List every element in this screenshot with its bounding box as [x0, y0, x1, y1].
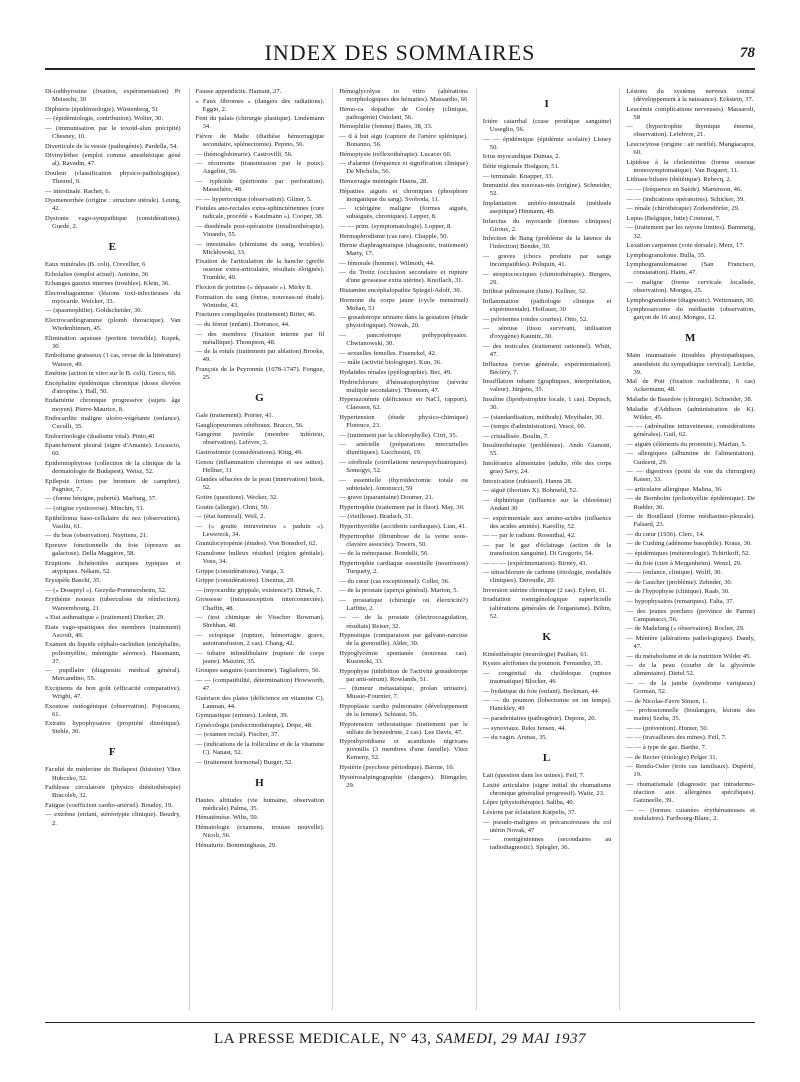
index-entry: — ectopique (rupture, hémorragie grave, autotransfusion, 2 cas). Chang, 42. — [195, 631, 325, 647]
index-entry: Diverticule de la vessie (pathogénie). Pardella, 54. — [45, 142, 179, 150]
index-entry: Hématologie (examens, trousse nouvelle). Nicoli, 56. — [195, 824, 325, 840]
index-entry: Epanchement pleural (signe d'Amante). Locascio, 60. — [45, 442, 181, 458]
index-entry: — grave (quarantaine) Doumer, 21. — [339, 494, 434, 502]
index-entry: Formation du sang (fœtus, nouveau-né étude). Wintrobe, 43. — [195, 293, 325, 309]
index-entry: Fent du palais (chirurgie plastique). Lindemann 34. — [195, 115, 325, 131]
index-entry: — (hypertrophie thymique énorme, observation). Lefebvre, 21. — [626, 123, 755, 139]
index-entry: Intolérance alimentaire (adulte, rôle des corps gras) Savy, 24. — [482, 460, 612, 476]
section-letter-heading: F — [108, 746, 117, 759]
index-entry: Lésions du système nerveux central (développement à la naissance). Eckstein, 37. — [626, 88, 755, 104]
index-entry: Guérison des plaies (déficience en vitamine C). Lanman, 44. — [195, 694, 325, 710]
index-entry: — gonadotrope urinaire dans la gestation (étude physiologique). Nowak, 20. — [339, 314, 468, 330]
index-entry: Intoxication (rubiazol). Hanns 28. — [482, 477, 573, 485]
index-entry: Hautes altitudes (vie humaine, observation médicale) Palma, 35. — [195, 796, 325, 812]
index-entry: — professionnelle (boulangers, lésions des mains) Szeba, 35. — [626, 707, 755, 723]
index-entry: Eruptions lichénoïdes auriques typiques et atypiques. Nékam, 52. — [45, 559, 181, 575]
footer-issue: N° 43, — [389, 1030, 432, 1047]
index-entry: — expérimentale aux amino-acides (influence des acides aminés). Karolliy, 52. — [482, 514, 612, 530]
index-entry: Emétine (action in vitro sur le B. coli). Greco, 66. — [45, 370, 177, 378]
index-entry: — graves (chocs produits par sangs incompatibles). Poliquin, 41. — [482, 252, 612, 268]
index-entry: Leucémie complications nerveuses). Massaroli, 58 — [626, 105, 755, 121]
page-footer — [45, 1022, 755, 1051]
index-entry: — intestinales (chimisme du sang, troubles). Mickłowski, 33. — [195, 240, 325, 256]
index-entry: — cérébrale (corrélations neuropsychiatriques). Somogyi, 52. — [339, 458, 468, 474]
index-entry: — roentgéniennes (secondaires au radiodiagnostic). Spiegler, 36. — [482, 836, 612, 852]
index-entry: — de la ménopause. Rondelli, 56. — [339, 550, 429, 558]
index-entry: — (temps d'administration). Vescé, 60. — [482, 423, 586, 431]
index-entry: — de Bouillaud (forme médiastino-pleurale). Falsard, 23. — [626, 513, 755, 529]
index-entry: — (épidémiologie, contribution). Wolter, 30. — [45, 115, 164, 123]
index-entry: Divinyléther (emploi comme anesthésique géné al). Ravadin, 47. — [45, 152, 181, 168]
index-entry: Infarctus du myocarde (formes cliniques) Giroux, 2. — [482, 217, 612, 233]
index-entry: Dystonie vago-sympathique (considérations). Guedé, 2. — [45, 214, 181, 230]
index-entry: Gynécologie (endocrinothérapie). Dripz, 48. — [195, 721, 313, 729]
index-entry: — d à but aigu (capture de l'artère splénique). Bonanno, 56. — [339, 132, 468, 149]
index-entry: Iléite régionale Hodgson, 51. — [482, 162, 560, 170]
index-entry: Epidermophytose (collection de la clinique de la dermatologie de Budapest). Weisz, 52. — [45, 460, 181, 476]
index-entry: — pelviennes (ondes courtes). Otto, 52. — [482, 315, 588, 323]
index-entry: Mal de Pott (fixation rachidienne, 6 cas) Ackermann, 48. — [626, 378, 755, 394]
index-entry: — — (compatibilité, détermination) Howworth, 47. — [195, 676, 325, 692]
index-entry: — (spasmophilie). Goldscheider, 30. — [45, 307, 143, 315]
index-entry: — séreuse (tissu survivant, utilisation d'oxygène) Kaunitz, 30. — [482, 325, 612, 341]
index-column-4 — [476, 88, 612, 1010]
index-entry: Goutte (allergie). Chini, 59. — [195, 503, 269, 511]
index-entry: — — digestives (point de vue du chirurgien) Kaiser, 33. — [626, 468, 755, 484]
index-entry: Electrocardiogramme (plomb thoracique). Van Wiedenbinnen, 45. — [45, 317, 181, 333]
index-entry: Hydrochlorure d'hématoporphyrine (névrite multiple secondaire). Thomsen, 47. — [339, 378, 468, 394]
index-entry: Elimination aqueuse (portion invisible). Kopek, 30. — [45, 334, 181, 350]
index-entry: — prostatique (chirurgie ou électricité?) Laffitte, 2. — [339, 596, 468, 612]
index-entry: — diphtérique (influence sur la chlorémie) Andani 30 — [482, 496, 612, 513]
index-entry: Hypophyse (inhibition de l'activité gonadotrope par anti-sérum). Rowlands, 51. — [339, 667, 468, 683]
index-entry: — — (prévention). Hunter, 50. — [626, 724, 709, 732]
index-entry: — des membres (fixation interne par fil métallique). Thompson, 48. — [195, 330, 325, 346]
index-entry: — tubaire infundibulaire (rupture de corps jaune). Mazzini, 35. — [195, 649, 325, 665]
index-entry: Infiltrat pulmonaire (lutte). Kellner, 32. — [482, 288, 587, 296]
index-entry: — — de la prostate (électrocoagulation, résultats) Reiser, 32. — [339, 614, 468, 630]
index-entry: — (hémoglobinurie). Castrovilli, 56. — [195, 150, 293, 158]
index-entry: — synoviaux. Reku Jensen, 44. — [482, 724, 567, 732]
index-entry: — récurrente (transmission par le poux). Angelini, 56. — [195, 160, 325, 176]
index-entry: Grippe (considérations). Varga, 3. — [195, 567, 285, 575]
index-entry: — de Recter (étiologie) Pelger 31. — [626, 753, 718, 761]
index-entry: Diphtérie (épidémiologie). Wüstenberg, 51 — [45, 105, 159, 113]
index-entry: Hernie diaphragmatique (diagnostic, traitement) Marty, 17. — [339, 242, 468, 258]
index-entry: — hypophysaires (remarques). Falta, 37. — [626, 597, 735, 605]
index-entry: Hypoglycémie spontanée (nouveau cas). Kusonoki, 33. — [339, 649, 468, 665]
page-number: 78 — [740, 45, 755, 61]
section-letter-heading: L — [542, 752, 552, 765]
index-entry: — du foie (cure à Mergenheim). Wenzl, 29. — [626, 559, 742, 567]
index-entry: Lymphogranulome. Bulla, 35. — [626, 251, 706, 259]
section-letter-heading: M — [685, 332, 697, 345]
index-entry: — du cœur (1936). Clerc, 14. — [626, 530, 705, 538]
index-entry: — de l'hypophyse (clinique). Raab, 30. — [626, 588, 730, 596]
index-entry: — — (fréquence en Suède). Martenson, 46. — [626, 186, 742, 194]
section-letter-heading: K — [542, 630, 552, 643]
index-entry: — (test chimique de Visscher Bowman). Shehhan, 48. — [195, 614, 325, 630]
index-entry: Examen du liquide céphalo-rachidien (encéphalite, poliomyélite, méningite aérence). Hassmann, 37. — [45, 641, 181, 665]
index-entry: — — — (expérimentation). Birney, 43. — [482, 559, 588, 567]
index-entry: Hématurie. Bomminghaus, 29. — [195, 841, 277, 849]
index-entry: — du bras (observation). Nuyttens, 21. — [45, 532, 148, 540]
index-entry: — ictérigène maligne (formes aiguës, subaiguës, chroniques). Lepper, 8. — [339, 205, 468, 221]
index-entry: Ictus myocardique Dumas, 2. — [482, 153, 561, 161]
index-entry: Infection de Bang (problème de la latence de l'infection) Bender, 30. — [482, 235, 612, 251]
index-entry: Kinésithérapie (neurologie) Paulian, 61. — [482, 650, 589, 658]
index-entry: — des testicules (traitement rationnel). Whitt, 47. — [482, 342, 612, 358]
index-entry: — — à type de gaz. Barthe, 7. — [626, 743, 707, 751]
index-entry: Hystérie (psychose périodique). Barrue, 10. — [339, 764, 455, 772]
index-entry: — de Cushing (adénome basophile). Kraus, 30. — [626, 540, 752, 548]
index-entry: — pupillaire (diagnostic médical général). Mercandino, 55. — [45, 667, 181, 683]
index-entry: Hémoglycolyse in vitro (altérations morphologiques des hématies). Massardio, 66 — [339, 88, 468, 104]
index-entry: Faiblesse circulatoire (physico diététothérapie) Bracoleb, 32. — [45, 784, 181, 800]
index-entry: Maladie d'Addison (administration de K). Wilder, 45. — [626, 405, 755, 421]
index-entry: — d'alarme (fréquence et signification clinique) De Michelis, 56. — [339, 160, 468, 176]
index-entry: Gale (traitement). Poirier, 41. — [195, 412, 274, 420]
index-entry: — — (formes cutanées érythémateuses et nodulaires). Faribourg-Blanc, 2. — [626, 806, 755, 822]
index-entry: Douleur (classification physico-pathologique). Theurel, 9. — [45, 169, 181, 185]
index-entry: François de la Peyronnie (1678-1747). Fongue, 25. — [195, 365, 325, 381]
index-entry: — typhoïde (péritonite par perforation). Masselière, 48. — [195, 177, 325, 194]
index-entry: Eaux minérales (B. coli). Crevellier, 6 — [45, 261, 146, 268]
index-entry: — artérielle (préparations mercurielles diurétiques). Lucchesini, 19. — [339, 441, 468, 457]
index-entry: Ictère catarrhal (crase protéique sanguine) Usseglio, 56. — [482, 118, 612, 134]
index-entry: — paradentaires (pathogénie). Depons, 20. — [482, 714, 597, 722]
section-letter-heading: H — [255, 776, 265, 789]
index-entry: — du cœur (cas exceptionnel). Collet, 36. — [339, 577, 450, 585]
index-entry: — allergiques (albumine de l'alimentation). Gudzent, 29. — [626, 450, 755, 466]
index-entry: Fausse appendicite. Hamant, 27. — [195, 88, 282, 95]
footer-date: SAMEDI, 29 MAI 1937 — [435, 1030, 586, 1047]
index-entry: Fistules ano-rectales extra-sphinctériennes (cure radicale, procédé « Kaufmann »). Cooper, 38. — [195, 205, 325, 221]
index-entry: Inflammation (pathologie clinique et expérimentale). Hoffauer, 30 — [482, 297, 612, 313]
index-entry: Hématémèse. Wilts, 50. — [195, 814, 259, 822]
index-entry: — (examen rectal). Fischer, 37. — [195, 731, 280, 739]
index-entry: Genou (inflammation chronique et ses suites). Hellner, 31 — [195, 458, 325, 474]
index-entry: Hépatites aiguës et chroniques (phosphore inorganique du sang). Svoboda, 11. — [339, 187, 468, 203]
index-entry: Hémorragie méningée Hanns, 28. — [339, 177, 428, 185]
index-entry: — rénale (chirothérapie) Zorkendörfer, 29. — [626, 205, 740, 213]
index-entry: — de la rotule (traitement par ablation) Brooke, 49. — [195, 348, 325, 364]
index-entry: — Ménière (altérations pathologiques). Dandy, 47. — [626, 634, 755, 650]
index-entry: Hermaphrodisme (cas rare). Chapple, 50. — [339, 232, 449, 240]
index-entry: Echanges gazeux internes (troubles). Klein, 36. — [45, 280, 170, 288]
index-entry: Hyperazotémie (déficience en NaCl, rapport). Claessen, 62. — [339, 396, 468, 412]
index-entry: Fractures compliquées (traitement) Ritter, 46. — [195, 311, 316, 319]
index-entry: Fixation de l'articulation de la hanche (greffe osseuse extra-articulaire, résultats éloignés). Trumble, 49. — [195, 258, 325, 282]
index-entry: Laxité articulaire (signe initial du rhumatisme chronique généralisé progressif). Waitz, 23. — [482, 781, 612, 797]
index-entry: — tétrachlorure de carbone (étiologie, modalités cliniques). Deroudle, 20. — [482, 569, 612, 585]
index-entry: — des jeunes porchers (province de Parme) Campanacci, 56. — [626, 607, 755, 623]
index-entry: — articulaire allergique. Malina, 36. — [626, 485, 723, 493]
index-entry: — (tumeur métastatique, prolan urinaire). Mussio-Fournier, 7. — [339, 685, 468, 701]
index-entry: Insufflation tubaire (graphiques, interprétation, valeur). Jürgens, 35. — [482, 378, 612, 394]
index-entry: — de la prostate (aperçu général). Marion, 5. — [339, 587, 459, 595]
index-entry: Hémo-ca dopathie de Cooley (clinique, pathogénie) Ostolani, 56. — [339, 105, 468, 121]
index-entry: Erysipèle Baschi, 35. — [45, 577, 102, 585]
index-entry: — (forme bénigne, puberté). Marburg, 37. — [45, 495, 157, 503]
index-entry: « Faux fibromes » (dangers des radiations). Eggin, 2. — [195, 97, 325, 113]
index-entry: Hyperthyroïdie (accidents cardiaques). Lian, 41. — [339, 523, 467, 530]
index-entry: — (traitement hormonal) Burger, 52. — [195, 758, 293, 766]
index-entry: Implantation urétéro-intestinale (méthode aseptique) Hinmann, 48. — [482, 199, 612, 215]
section-letter-heading: I — [544, 98, 550, 110]
index-columns — [45, 88, 755, 1010]
index-entry: — de Madelung (« observation). Rocher, 29. — [626, 625, 745, 633]
index-entry: — essentielle (thyroïdectomie totale ou subtotale). Antonucci, 59 — [339, 476, 468, 492]
index-entry: — (vieillesse). Bradsch, 31. — [339, 513, 413, 521]
index-entry: Irradiation roentgénologique superficielle (altérations générales de l'organisme). Böhm, 52. — [482, 596, 612, 620]
index-column-5 — [619, 88, 755, 1010]
index-entry: Inversion utérine chronique (2 cas). Eyleer, 61. — [482, 586, 607, 594]
index-entry: — pseudo-malignes et précancéreuses du col utérin Novak, 47 — [482, 818, 612, 834]
index-entry: Faculté de médecine de Budapest (histoire) Vitez Hubczko, 52. — [45, 766, 181, 782]
index-entry: — de Bornholm (poliomyélite épidémique). De Rudder, 30. — [626, 495, 755, 511]
index-entry: — du Treitz (occlusion secondaire et rupture d'une grossesse extra utérine). Knoflach, 31. — [339, 269, 468, 285]
index-entry: Lithiase biliaire (diététique). Rebecq, 2. — [626, 176, 732, 184]
index-entry: Hypoplasie cardio pulmonaire (développement de la femme). Schiassi, 56. — [339, 702, 468, 718]
index-entry: — mâle (activité biologique). Kun, 36. — [339, 359, 442, 367]
index-entry: Hémoptysie (réflexothérapie). Lucacer 60. — [339, 150, 452, 158]
index-entry: Granulome hulleux résiduel (région génitale). Vosu, 34. — [195, 550, 325, 566]
page-header — [45, 38, 755, 70]
index-entry: — terminale. Knapper, 33. — [482, 172, 554, 180]
index-entry: Hystérosalpingographie (dangers). Bömgeler, 29. — [339, 773, 468, 789]
index-entry: — de Nicolas-Favre Simon, 1. — [626, 697, 707, 705]
index-entry: — duodénale post-opératoire (insulinothérapie). Vinando, 55. — [195, 222, 325, 238]
index-entry: — streptococciques (chimiothérapie). Burgers, 29. — [482, 270, 612, 286]
index-entry: Erythème noueux (tuberculose de réinfection). Wareembourg, 21. — [45, 596, 181, 612]
index-entry: — du métabolisme et de la nutrition Wilder 45. — [626, 652, 752, 660]
index-entry: Electrodiagramme (lésions toxi-infectieuses du myocarde. Weicker, 33. — [45, 289, 181, 305]
index-entry: — (traitement par la chlorophylle). Cirri, 35. — [339, 431, 458, 439]
index-entry: Granulocytopénie (études). Von Bonsdorf, 62. — [195, 540, 318, 548]
index-entry: Gastrostomie (considérations). King, 49. — [195, 448, 303, 456]
index-entry: — — de la jambe (syndrome variqueux) Gorman, 52. — [626, 679, 755, 695]
index-entry: Glandes sébacées de la peau (innervation) Istok, 52. — [195, 476, 325, 492]
index-entry: Histamine encéphalopathie Spiegel-Adolf, 30. — [339, 287, 462, 295]
index-entry: Hypothyroïdisme et acanthosis nigricans juvenilis (3 membres d'une famille). Vitez Kemeny, 52. — [339, 738, 468, 762]
index-entry: Endocardite maligne ulcéro-végétante (enfance). Cuculli, 35. — [45, 415, 181, 431]
index-entry: Endocrinologie (dualisme vital). Pinto,40 — [45, 432, 155, 440]
index-entry: — — (travailleurs des mines). Feil, 7. — [626, 734, 727, 742]
index-entry: Goitre (questions). Wecker, 32. — [195, 493, 278, 501]
index-entry: Immunité des nouveau-nés (origine). Schneider, 52. — [482, 182, 612, 198]
index-entry: Grippe (considérations). Unenius, 29. — [195, 577, 295, 585]
index-entry: — extrême (enfant, stéréotypie clinique). Boudry, 2. — [45, 811, 181, 827]
index-entry: — — (adrénaline intraveineuse, considérations générales). Guil, 62. — [626, 423, 755, 439]
index-entry: Hormone du corps jaune (cycle menstruel) Mohan, 51 — [339, 296, 468, 312]
index-entry: Di-iodthyrosine (fixation, expérimentation) Pr Meisecht, 30 — [45, 88, 181, 104]
index-entry: Gaugliopeuromes cérébraux. Bracco, 56. — [195, 421, 304, 429]
section-letter-heading: E — [108, 241, 117, 253]
index-entry: Leucocytose (origine : air raréfié). Mangiacapra, 60. — [626, 141, 755, 157]
index-entry: — du vagin. Arenas, 35. — [482, 734, 548, 742]
index-entry: Main traumatisée (troubles physiopathiques, anesthésie du sympathique cervical). Leriche, 39. — [626, 352, 755, 376]
index-entry: — — du poumon (lobectomie en un temps). Hanckley, 49 — [482, 697, 612, 713]
index-entry: — (indications de la folliculine et de la vitamine C). Nanast, 52. — [195, 740, 325, 757]
index-entry: « Etat asthmatique » (traitement) Dierker, 29. — [45, 614, 165, 622]
index-entry: Endartérite chronique progressive (sujets âge moyen). Pierre-Maurice, 8. — [45, 397, 181, 413]
index-entry: — (« goutte intraveineux » paduin »). Lewereck, 34. — [195, 522, 325, 538]
index-entry: — fémorale (homme). Wilmoth, 44. — [339, 259, 435, 267]
index-entry: Hypnotique (comparaison par galvano-narcose de la grenouille). Alder, 30. — [339, 632, 468, 648]
index-entry: — intestinale. Rachet, 6. — [45, 187, 111, 195]
index-entry: — maligne (forme cervicale localisée, observation). Monges, 25. — [626, 278, 755, 295]
section-letter-heading: G — [255, 392, 265, 405]
index-entry: Kystes aérifomes du poumon. Fernandez, 35. — [482, 660, 603, 668]
index-entry: Lait (question dans les usines). Feil, 7. — [482, 772, 585, 780]
index-entry: Embolisme graisseux (1 cas, revue de la littérature) Watson, 49. — [45, 352, 181, 368]
index-entry: Epithélioma baso-cellulaire du nez (observation). Vasiliu, 61. — [45, 514, 181, 530]
index-entry: — de la peau (courbe de la glycémie alimentaire). Dietel 52. — [626, 662, 755, 678]
index-entry: Lymphosarcome du médiastin (observation, garçon de 16 ans). Monges, 12. — [626, 306, 755, 322]
index-entry: — — épidémique (épidémie scolaire) Lisney 50. — [482, 135, 612, 151]
index-column-1 — [45, 88, 181, 1010]
index-entry: Exostose ostéogénique (observation). Pojoscanu, 61. — [45, 702, 181, 718]
index-entry: — (origine cysticerose). Minchin, 51. — [45, 505, 145, 513]
index-column-3 — [332, 88, 468, 1010]
index-entry: Groupes sanguins (carcinome). Tagliaferro, 56. — [195, 667, 321, 675]
index-entry: Lymphogranulomatose (San Francisco, constatation). Haim, 47. — [626, 261, 755, 277]
index-entry: — du fémur (enfant). Dorrance, 44. — [195, 320, 290, 328]
index-entry: Fatigue (coefficient cardio-artériel). Boudey, 19. — [45, 801, 173, 809]
index-entry: — (traitement par les rayons limites). Bammerg, 32. — [626, 224, 755, 240]
page-title: INDEX DES SOMMAIRES — [264, 40, 536, 65]
index-entry: — hydatique du foie (enfant). Beckman, 44. — [482, 687, 600, 695]
index-entry: Epreuve fonctionnelle du foie (épreuve au galactose). Della Maggiore, 58. — [45, 541, 181, 557]
index-entry: — de Gaucher (problème). Zehnder, 30. — [626, 578, 733, 586]
index-entry: — aiguës (éléments du pronostic). Marfan, 5. — [626, 440, 747, 448]
footer-journal: LA PRESSE MEDICALE, — [214, 1030, 385, 1047]
index-entry: — — (enfance, clinique). Wolff, 30. — [626, 569, 723, 577]
index-entry: Hypertrophie (thrombose de la veine sous-clavière associée). Towers, 50. — [339, 532, 468, 548]
index-entry: — par le gaz d'éclairage (action de la transfusion sanguine). Di Gregorio, 54. — [482, 541, 612, 557]
index-entry: — Rendu-Osler (trois cas familiaux). Dupérié, 19. — [626, 763, 755, 779]
index-entry: Fièvre de Malte (diathèse hémorragique secondaire, splénectomie). Pepino, 56. — [195, 132, 325, 149]
index-entry: — — (indications opératoires). Schicker, 39. — [626, 195, 745, 203]
index-entry: Luxation carpienne (voie dorsale). Merz, 17. — [626, 242, 745, 250]
index-entry: Dysmenorrhée (origine : structure utérale). Leung, 42. — [45, 197, 181, 213]
index-entry: — rhumatismale (diagnostic par intradermo-réaction aux allergènes spécifiques). Gatzneelle, 39. — [626, 780, 755, 805]
index-entry: — (immunisation par le toxoïd-alun précipité) Chesney, 10. — [45, 124, 181, 140]
index-entry: — — hypertoxique (observation). Gliner, 5. — [195, 195, 312, 203]
index-entry: Etats vago-spastiques des membres (traitement) Ascroft, 49. — [45, 623, 181, 639]
index-entry: Hydatides rénales (pyélographie). Bec, 49. — [339, 368, 452, 376]
index-entry: Lymphogranulome (diagnostic). Weitzmann, 30. — [626, 296, 755, 304]
index-entry: — sexuelles femelles. Fraenckel, 42. — [339, 349, 437, 357]
index-entry: Hémophilie (femme) Baies, 38, 33. — [339, 123, 433, 131]
index-entry: Epilepsie (crises par bromure de camphre). Pagniez, 7. — [45, 477, 181, 493]
index-entry: Influenza (revue générale, expérimentation). Bécléry, 7. — [482, 360, 612, 376]
index-entry: Extraits hypophysaires (propriété diurétique). Stehle, 30. — [45, 720, 181, 736]
index-entry: Gymnastique (erreurs). Ledent, 39. — [195, 712, 289, 720]
index-entry: Lésions par éclatation Karpelis, 37. — [482, 809, 577, 817]
index-entry: Lupus (Belgique, lutte) Couturat, 7. — [626, 214, 721, 222]
index-entry: Grossesse (intussusception interconnectée). Chaffin, 48. — [195, 596, 325, 612]
index-column-2 — [189, 88, 325, 1010]
index-entry: — — par le radium. Rosenthal, 42. — [482, 532, 576, 540]
index-entry: Encéphalite épidémique chronique (doses élevées d'atropine.). Hall, 50. — [45, 379, 181, 395]
index-entry: Echolalies (emploi actuel). Antoine, 36 — [45, 270, 149, 278]
index-entry: Flexion de poitrine (« dépassée »). Mirky 8. — [195, 284, 312, 292]
index-entry: — (myocardite grippale, existence?). Dimek, 7. — [195, 586, 322, 594]
index-entry: Insulinothérapie (problèmes). Ando Gianotti, 55. — [482, 442, 612, 458]
index-entry: — (« Doseptyl »). Gezyda-Pommersheim, 52. — [45, 586, 167, 594]
index-entry: Gangrène juvénile (membre inférieur, observation). Lefèvre, 3. — [195, 431, 325, 447]
index-entry: Hypertrophie (traitement par le fluor). May, 30. — [339, 503, 465, 511]
index-entry: — — prim. (symptomatologie). Lopper, 8. — [339, 222, 452, 230]
index-entry: — aiguë (thorium X). Bohmeld, 52. — [482, 487, 578, 495]
index-entry: Excipients de bon goût (efficacité comparative). Wright, 47. — [45, 684, 181, 700]
index-entry: — cristallisée. Boulin, 7. — [482, 432, 549, 440]
index-entry: Hypertension (étude physico-chimique) Florence, 23. — [339, 413, 468, 429]
index-entry: — épidémiques (météorologie). Tchirikoff, 52. — [626, 550, 751, 557]
index-entry: Insuline (lipodystrophie locale, 1 cas). Depisch, 30. — [482, 395, 612, 411]
index-entry: — congénital du cholédoque (rupture traumatique) Blocker, 46 — [482, 669, 612, 686]
index-entry: — (état humoral). Weil, 2. — [195, 513, 266, 521]
index-entry: Maladie de Basedow (chirurgie). Schneider, 38. — [626, 395, 753, 403]
index-entry: — pancréotrope préhypophysaire. Chwianowski, 30. — [339, 332, 468, 348]
index-entry: — (standardisation, méthode). Meythaler, 30. — [482, 413, 604, 421]
index-entry: Lipidose à la cholestérine (forme osseuse monosymptomatique). Van Bogaert, 11. — [626, 158, 755, 174]
index-entry: Hypertrophie cardiaque essentielle (nourrisson) Turquety, 2. — [339, 559, 468, 575]
index-entry: Lèpre (physiothérapie). Saliba, 40. — [482, 799, 575, 807]
index-entry: Hypotension orthostatique (traitement par le sulfate de benzedrine, 2 cas). Lee Davis, 47. — [339, 720, 468, 736]
